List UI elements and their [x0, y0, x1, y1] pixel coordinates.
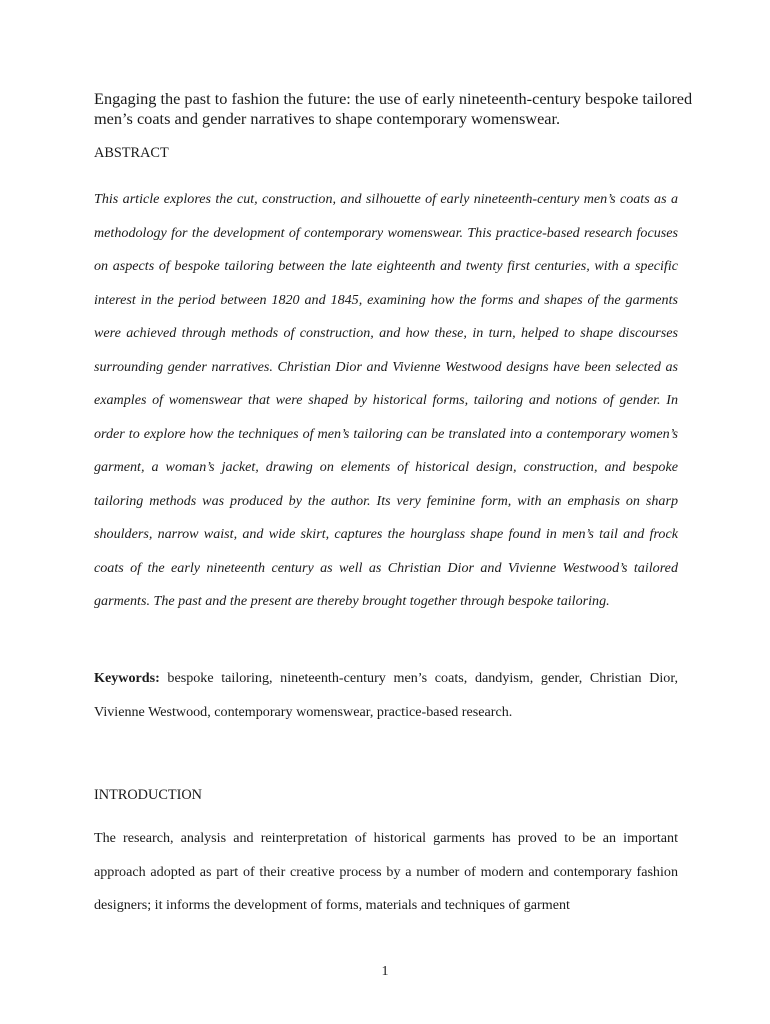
paper-title: Engaging the past to fashion the future: the use of early nineteenth-century bespoke tailored men’s coats and gender narratives to shape contemporary womenswear. — [94, 89, 693, 128]
keywords-paragraph — [94, 662, 678, 729]
abstract-heading: ABSTRACT — [94, 145, 169, 161]
page-number: 1 — [381, 964, 389, 979]
introduction-text: The research, analysis and reinterpretation of historical garments has proved to be an important approach adopted as part of their creative process by a number of modern and contemporary fashion designers; it informs the development of forms, materials and techniques of garment — [94, 830, 678, 913]
keywords-text: bespoke tailoring, nineteenth-century men’s coats, dandyism, gender, Christian Dior, Vivienne Westwood, contemporary womenswear, practice-based research. — [94, 670, 678, 720]
introduction-heading: INTRODUCTION — [94, 787, 203, 803]
keywords-label: Keywords: — [94, 670, 160, 686]
abstract-text: This article explores the cut, construction, and silhouette of early nineteenth-century men’s coats as a methodology for the development of contemporary womenswear. This practice-based research focuses on aspects of bespoke tailoring between the late eighteenth and twenty first centuries, with a specific interest in the period between 1820 and 1845, examining how the forms and shapes of the garments were achieved through methods of construction, and how these, in turn, helped to shape discourses surrounding gender narratives. Christian Dior and Vivienne Westwood designs have been selected as examples of womenswear that were shaped by historical forms, tailoring and notions of gender. In order to explore how the techniques of men’s tailoring can be translated into a contemporary women’s garment, a woman’s jacket, drawing on elements of historical design, construction, and bespoke tailoring methods was produced by the author. Its very feminine form, with an emphasis on sharp shoulders, narrow waist, and wide skirt, captures the hourglass shape found in men’s tail and frock coats of the early nineteenth century as well as Christian Dior and Vivienne Westwood’s tailored garments. The past and the present are thereby brought together through bespoke tailoring. — [94, 191, 678, 609]
